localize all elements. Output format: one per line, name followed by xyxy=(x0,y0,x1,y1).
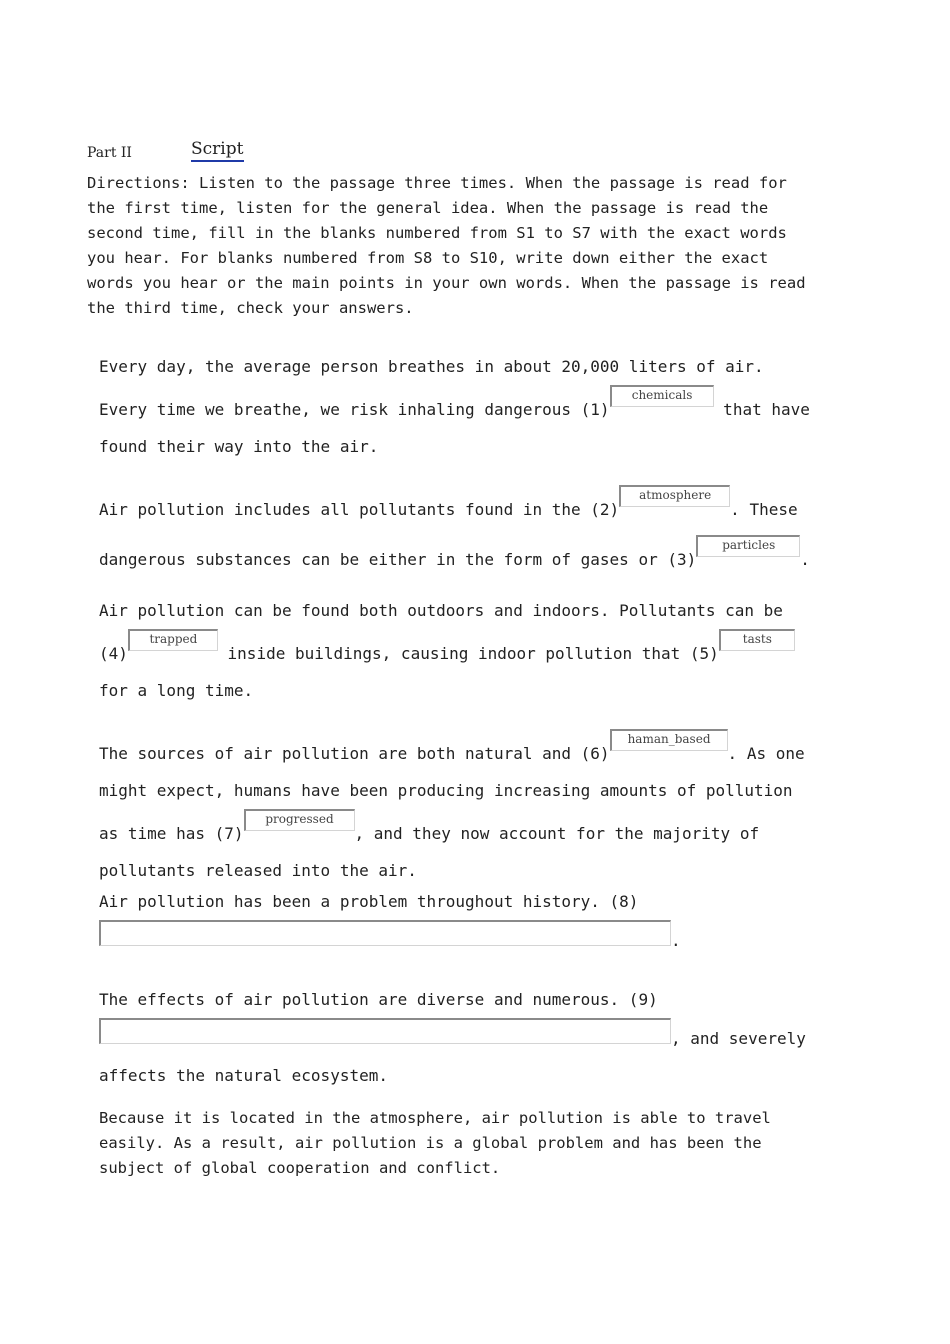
passage-text: The sources of air pollution are both natural and (6) xyxy=(99,744,610,763)
answer-field-1[interactable]: chemicals xyxy=(610,385,714,407)
passage-paragraph-7: Because it is located in the atmosphere, air pollution is able to travel easily. As a result, air pollution is a global problem and has been the subject of global cooperation and conflict. xyxy=(99,1109,771,1177)
passage-text: The effects of air pollution are diverse and numerous. (9) xyxy=(99,990,658,1009)
answer-field-2[interactable]: atmosphere xyxy=(619,485,730,507)
passage-text: . These dangerous substances can be either in the form of gases or (3) xyxy=(99,500,798,569)
passage-text: . xyxy=(800,550,810,569)
script-link[interactable]: Script xyxy=(191,139,244,162)
passage-text: . xyxy=(671,931,681,950)
passage-text: Air pollution can be found both outdoors and indoors. Pollutants can be (4) xyxy=(99,601,783,663)
passage-text: . As one might expect, humans have been producing increasing amounts of pollution as time has (7) xyxy=(99,744,805,843)
passage-text: , and severely affects the natural ecosystem. xyxy=(99,1029,806,1085)
answer-field-6[interactable]: haman_based xyxy=(610,729,728,751)
answer-field-9[interactable] xyxy=(99,1018,671,1044)
passage-paragraph-4 xyxy=(99,729,813,889)
passage-paragraph-5 xyxy=(99,884,813,959)
section-header xyxy=(87,139,244,161)
passage-text: Every day, the average person breathes in about 20,000 liters of air. Every time we breathe, we risk inhaling dangerous (1) xyxy=(99,357,764,419)
answer-field-3[interactable]: particles xyxy=(696,535,800,557)
passage-paragraph-6 xyxy=(99,981,813,1094)
passage-text: for a long time. xyxy=(99,681,254,700)
passage-text: Air pollution includes all pollutants found in the (2) xyxy=(99,500,620,519)
answer-field-7[interactable]: progressed xyxy=(244,809,355,831)
part-label: Part II xyxy=(87,145,132,161)
passage-text: that have found their way into the air. xyxy=(99,400,810,456)
answer-field-5[interactable]: tasts xyxy=(719,629,795,651)
answer-field-8[interactable] xyxy=(99,920,671,946)
passage-text: Air pollution has been a problem throughout history. (8) xyxy=(99,892,639,911)
passage-paragraph-2 xyxy=(99,485,813,585)
passage-paragraph-1 xyxy=(99,348,813,465)
passage-paragraph-3 xyxy=(99,592,813,709)
directions-text: Directions: Listen to the passage three times. When the passage is read for the first time, listen for the general idea. When the passage is read the second time, fill in the blanks numbered from S1 to S7 with the exact words you hear. For blanks numbered from S8 to S10, write down either the exact words you hear or the main points in your own words. When the passage is read the third time, check your answers. xyxy=(87,174,806,317)
passage-text: , and they now account for the majority of pollutants released into the air. xyxy=(99,824,760,880)
answer-field-4[interactable]: trapped xyxy=(128,629,218,651)
passage-text: inside buildings, causing indoor pollution that (5) xyxy=(217,644,719,663)
